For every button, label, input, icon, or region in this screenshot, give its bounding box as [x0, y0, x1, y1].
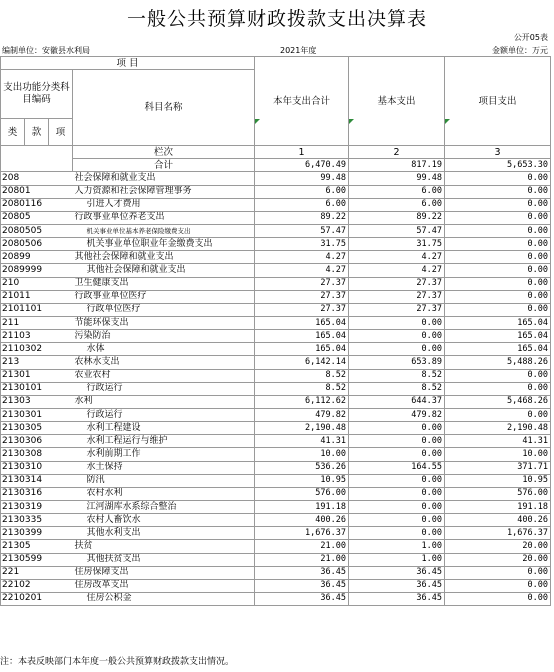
table-row [1, 172, 551, 185]
amount-basic: 31.75 [349, 238, 445, 251]
amount-basic: 0.00 [349, 343, 445, 356]
subject-code: 2080506 [1, 238, 73, 251]
subject-name: 行政运行 [73, 382, 255, 395]
subject-name: 节能环保支出 [73, 316, 255, 329]
table-row [1, 461, 551, 474]
total-sum: 6,470.49 [255, 159, 349, 172]
subject-name: 人力资源和社会保障管理事务 [73, 185, 255, 198]
subject-code: 2080505 [1, 224, 73, 237]
amount-project: 576.00 [445, 487, 551, 500]
amount-basic: 0.00 [349, 474, 445, 487]
amount-total: 165.04 [255, 316, 349, 329]
table-row [1, 527, 551, 540]
amount-basic: 99.48 [349, 172, 445, 185]
amount-basic: 0.00 [349, 500, 445, 513]
table-row [1, 198, 551, 211]
amount-basic: 27.37 [349, 277, 445, 290]
table-row [1, 382, 551, 395]
amount-total: 1,676.37 [255, 527, 349, 540]
amount-total: 27.37 [255, 303, 349, 316]
amount-basic: 479.82 [349, 408, 445, 421]
amount-total: 2,190.48 [255, 422, 349, 435]
amount-total: 6,142.14 [255, 356, 349, 369]
subject-name: 水利前期工作 [73, 448, 255, 461]
subject-code: 20899 [1, 251, 73, 264]
table-row [1, 540, 551, 553]
subject-code: 211 [1, 316, 73, 329]
row-number-row [1, 146, 551, 159]
subject-code: 2110302 [1, 343, 73, 356]
subject-code: 2210201 [1, 592, 73, 605]
table-row [1, 356, 551, 369]
amount-total: 4.27 [255, 264, 349, 277]
amount-project: 41.31 [445, 435, 551, 448]
subject-code: 21303 [1, 395, 73, 408]
amount-project: 5,468.26 [445, 395, 551, 408]
amount-total: 4.27 [255, 251, 349, 264]
header-project: 项目支出 [445, 57, 551, 146]
amount-basic: 0.00 [349, 435, 445, 448]
amount-basic: 0.00 [349, 422, 445, 435]
amount-total: 89.22 [255, 211, 349, 224]
subject-name: 农业农村 [73, 369, 255, 382]
subject-code: 21011 [1, 290, 73, 303]
amount-project: 0.00 [445, 579, 551, 592]
subject-name: 水土保持 [73, 461, 255, 474]
amount-total: 479.82 [255, 408, 349, 421]
header-row-1 [1, 57, 551, 70]
subject-name: 水体 [73, 343, 255, 356]
header-section: 款 [25, 119, 49, 146]
amount-basic: 0.00 [349, 330, 445, 343]
amount-total: 165.04 [255, 330, 349, 343]
amount-project: 10.00 [445, 448, 551, 461]
subject-name: 农林水支出 [73, 356, 255, 369]
amount-project: 5,488.26 [445, 356, 551, 369]
cell-marker-icon [445, 119, 450, 124]
table-row [1, 500, 551, 513]
header-total: 本年支出合计 [255, 57, 349, 146]
amount-project: 0.00 [445, 592, 551, 605]
amount-project: 0.00 [445, 408, 551, 421]
expenditure-table [0, 56, 551, 606]
subject-name: 卫生健康支出 [73, 277, 255, 290]
amount-total: 10.95 [255, 474, 349, 487]
total-label: 合计 [73, 159, 255, 172]
subject-code: 2130310 [1, 461, 73, 474]
subject-name: 其他扶贫支出 [73, 553, 255, 566]
col-no-3: 3 [445, 146, 551, 159]
subject-code: 2130301 [1, 408, 73, 421]
amount-total: 41.31 [255, 435, 349, 448]
amount-basic: 57.47 [349, 224, 445, 237]
header-basic: 基本支出 [349, 57, 445, 146]
amount-project: 0.00 [445, 251, 551, 264]
amount-total: 6.00 [255, 185, 349, 198]
table-row [1, 592, 551, 605]
table-row [1, 487, 551, 500]
amount-basic: 0.00 [349, 487, 445, 500]
amount-project: 20.00 [445, 540, 551, 553]
subject-name: 行政单位医疗 [73, 303, 255, 316]
table-row [1, 579, 551, 592]
amount-basic: 27.37 [349, 303, 445, 316]
amount-basic: 36.45 [349, 592, 445, 605]
table-row [1, 343, 551, 356]
header-entry: 项 [49, 119, 73, 146]
header-func-code: 支出功能分类科目编码 [1, 70, 73, 119]
subject-code: 2130316 [1, 487, 73, 500]
table-row [1, 408, 551, 421]
table-row [1, 316, 551, 329]
subject-name: 农村人畜饮水 [73, 514, 255, 527]
subject-name: 社会保障和就业支出 [73, 172, 255, 185]
subject-name: 行政运行 [73, 408, 255, 421]
amount-total: 36.45 [255, 566, 349, 579]
amount-total: 400.26 [255, 514, 349, 527]
amount-basic: 653.89 [349, 356, 445, 369]
amount-project: 0.00 [445, 172, 551, 185]
table-row [1, 224, 551, 237]
cell-marker-icon [349, 119, 354, 124]
table-row [1, 566, 551, 579]
amount-project: 20.00 [445, 553, 551, 566]
fiscal-year: 2021年度 [280, 46, 317, 55]
subject-code: 22102 [1, 579, 73, 592]
amount-total: 8.52 [255, 382, 349, 395]
amount-project: 0.00 [445, 369, 551, 382]
subject-name: 其他社会保障和就业支出 [73, 264, 255, 277]
amount-basic: 4.27 [349, 251, 445, 264]
subject-code: 2130101 [1, 382, 73, 395]
subject-name: 机关事业单位基本养老保险缴费支出 [73, 224, 255, 237]
amount-project: 0.00 [445, 238, 551, 251]
amount-total: 27.37 [255, 290, 349, 303]
total-row [1, 159, 551, 172]
total-basic: 817.19 [349, 159, 445, 172]
header-item: 项 目 [1, 57, 255, 70]
compiling-unit: 编制单位：安徽县水利局 [2, 46, 90, 55]
amount-project: 0.00 [445, 566, 551, 579]
amount-basic: 8.52 [349, 369, 445, 382]
table-row [1, 435, 551, 448]
subject-code: 21305 [1, 540, 73, 553]
amount-basic: 6.00 [349, 198, 445, 211]
amount-total: 8.52 [255, 369, 349, 382]
table-row [1, 474, 551, 487]
amount-basic: 4.27 [349, 264, 445, 277]
amount-total: 21.00 [255, 553, 349, 566]
table-row [1, 290, 551, 303]
subject-code: 2130306 [1, 435, 73, 448]
amount-total: 36.45 [255, 592, 349, 605]
table-row [1, 553, 551, 566]
amount-basic: 164.55 [349, 461, 445, 474]
subject-code: 2130308 [1, 448, 73, 461]
table-row [1, 238, 551, 251]
amount-project: 165.04 [445, 316, 551, 329]
amount-total: 191.18 [255, 500, 349, 513]
amount-project: 1,676.37 [445, 527, 551, 540]
table-row [1, 277, 551, 290]
table-row [1, 448, 551, 461]
subject-name: 行政事业单位养老支出 [73, 211, 255, 224]
subject-name: 机关事业单位职业年金缴费支出 [73, 238, 255, 251]
subject-code: 2130335 [1, 514, 73, 527]
amount-basic: 644.37 [349, 395, 445, 408]
amount-project: 191.18 [445, 500, 551, 513]
money-unit: 金额单位：万元 [492, 46, 548, 55]
header-kind: 类 [1, 119, 25, 146]
subject-name: 农村水利 [73, 487, 255, 500]
table-row [1, 303, 551, 316]
table-row [1, 369, 551, 382]
subject-code: 2130599 [1, 553, 73, 566]
subject-code: 20805 [1, 211, 73, 224]
amount-project: 0.00 [445, 277, 551, 290]
subject-name: 其他社会保障和就业支出 [73, 251, 255, 264]
table-row [1, 185, 551, 198]
amount-total: 36.45 [255, 579, 349, 592]
amount-basic: 1.00 [349, 553, 445, 566]
amount-total: 31.75 [255, 238, 349, 251]
amount-project: 0.00 [445, 224, 551, 237]
subject-name: 水利 [73, 395, 255, 408]
amount-basic: 1.00 [349, 540, 445, 553]
amount-basic: 36.45 [349, 566, 445, 579]
amount-total: 27.37 [255, 277, 349, 290]
amount-project: 0.00 [445, 198, 551, 211]
col-no-1: 1 [255, 146, 349, 159]
amount-total: 99.48 [255, 172, 349, 185]
amount-project: 400.26 [445, 514, 551, 527]
subject-code: 2130305 [1, 422, 73, 435]
amount-project: 165.04 [445, 343, 551, 356]
subject-code: 210 [1, 277, 73, 290]
subject-code: 2130399 [1, 527, 73, 540]
amount-basic: 8.52 [349, 382, 445, 395]
footnote: 注：本表反映部门本年度一般公共预算财政拨款支出情况。 [0, 657, 235, 667]
table-row [1, 514, 551, 527]
amount-project: 0.00 [445, 382, 551, 395]
table-row [1, 422, 551, 435]
amount-basic: 36.45 [349, 579, 445, 592]
cell-marker-icon [255, 119, 260, 124]
amount-project: 10.95 [445, 474, 551, 487]
table-row [1, 330, 551, 343]
subject-name: 住房改革支出 [73, 579, 255, 592]
table-row [1, 251, 551, 264]
amount-project: 165.04 [445, 330, 551, 343]
subject-code: 213 [1, 356, 73, 369]
amount-total: 165.04 [255, 343, 349, 356]
amount-total: 21.00 [255, 540, 349, 553]
subject-code: 208 [1, 172, 73, 185]
table-row [1, 211, 551, 224]
subject-code: 221 [1, 566, 73, 579]
amount-basic: 0.00 [349, 527, 445, 540]
amount-basic: 0.00 [349, 514, 445, 527]
table-row [1, 264, 551, 277]
subject-code: 2130314 [1, 474, 73, 487]
subject-code: 2089999 [1, 264, 73, 277]
amount-basic: 6.00 [349, 185, 445, 198]
amount-project: 0.00 [445, 185, 551, 198]
subject-name: 行政事业单位医疗 [73, 290, 255, 303]
amount-basic: 27.37 [349, 290, 445, 303]
amount-total: 6,112.62 [255, 395, 349, 408]
subject-code: 2101101 [1, 303, 73, 316]
subject-name: 扶贫 [73, 540, 255, 553]
amount-total: 6.00 [255, 198, 349, 211]
page-title: 一般公共预算财政拨款支出决算表 [126, 8, 427, 30]
col-no-2: 2 [349, 146, 445, 159]
subject-name: 水利工程运行与维护 [73, 435, 255, 448]
subject-code: 2130319 [1, 500, 73, 513]
amount-basic: 0.00 [349, 448, 445, 461]
amount-basic: 89.22 [349, 211, 445, 224]
subject-code: 21103 [1, 330, 73, 343]
total-project: 5,653.30 [445, 159, 551, 172]
subject-name: 江河湖库水系综合整治 [73, 500, 255, 513]
subject-name: 水利工程建设 [73, 422, 255, 435]
subject-code: 2080116 [1, 198, 73, 211]
amount-project: 0.00 [445, 303, 551, 316]
header-subject-name: 科目名称 [73, 70, 255, 146]
subject-name: 引进人才费用 [73, 198, 255, 211]
amount-total: 576.00 [255, 487, 349, 500]
amount-total: 57.47 [255, 224, 349, 237]
amount-project: 2,190.48 [445, 422, 551, 435]
amount-project: 0.00 [445, 211, 551, 224]
row-number-label: 栏次 [73, 146, 255, 159]
subject-name: 其他水利支出 [73, 527, 255, 540]
subject-code: 20801 [1, 185, 73, 198]
table-row [1, 395, 551, 408]
amount-total: 536.26 [255, 461, 349, 474]
subject-name: 住房公积金 [73, 592, 255, 605]
amount-project: 0.00 [445, 264, 551, 277]
amount-project: 0.00 [445, 290, 551, 303]
subject-name: 防汛 [73, 474, 255, 487]
amount-total: 10.00 [255, 448, 349, 461]
amount-project: 371.71 [445, 461, 551, 474]
amount-basic: 0.00 [349, 316, 445, 329]
subject-name: 污染防治 [73, 330, 255, 343]
subject-name: 住房保障支出 [73, 566, 255, 579]
form-number: 公开05表 [513, 33, 548, 42]
subject-code: 21301 [1, 369, 73, 382]
